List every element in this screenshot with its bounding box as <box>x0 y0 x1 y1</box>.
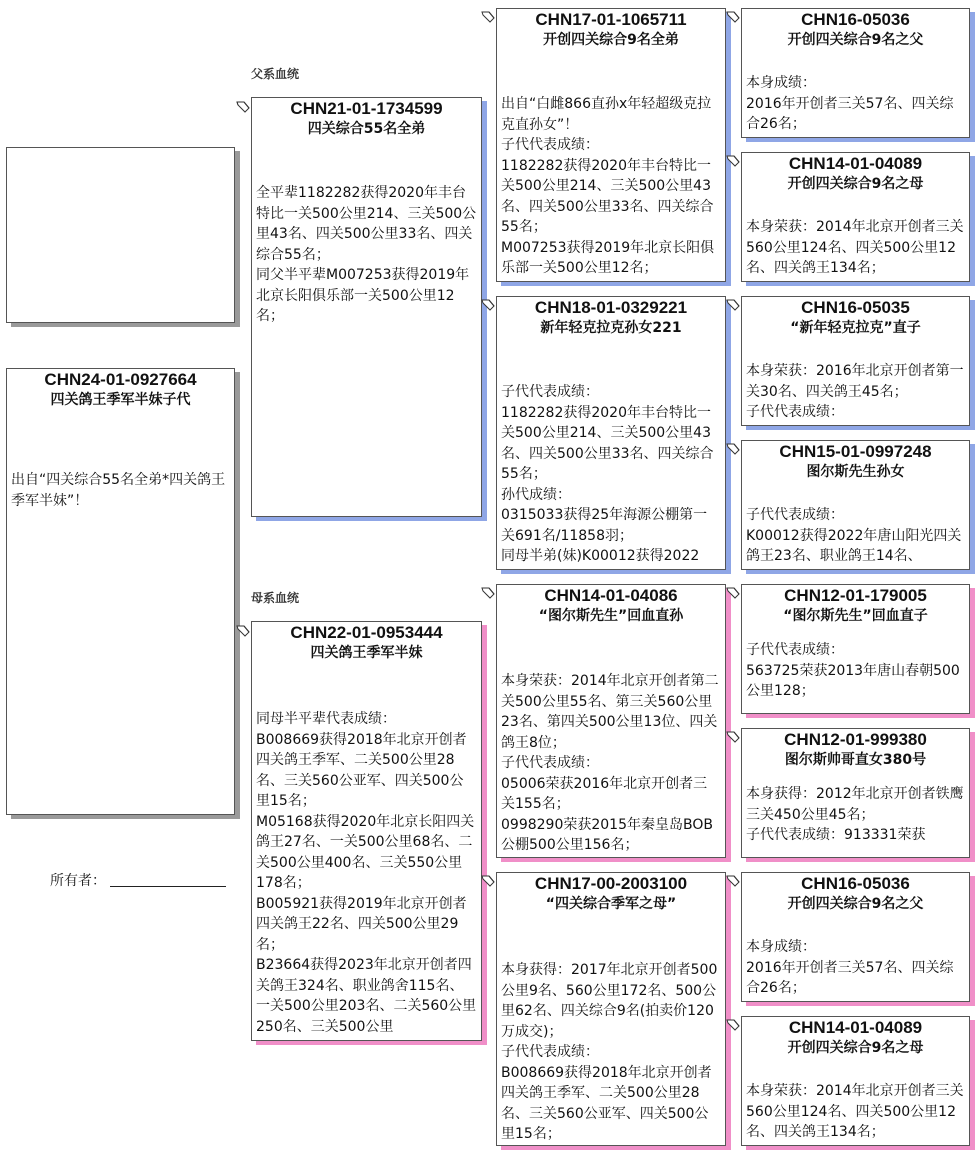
owner-label: 所有者： <box>50 873 106 889</box>
dsd-body: 本身获得：2012年北京开创者铁鹰三关450公里45名； 子代代表成绩：913331荣获 <box>746 786 964 843</box>
dam-dam-title: “四关综合季军之母” <box>545 896 677 912</box>
subject-ring: CHN24-01-0927664 <box>44 370 197 389</box>
edit-pencil-icon[interactable] <box>235 623 251 639</box>
dam-ring: CHN22-01-0953444 <box>290 623 443 642</box>
dds-card <box>741 872 970 1002</box>
owner-blank <box>110 886 226 887</box>
dam-dam-card <box>496 872 726 1146</box>
dss-card <box>741 584 970 714</box>
sdd-title: 图尔斯先生孙女 <box>806 464 905 480</box>
sss-card <box>741 8 970 138</box>
dam-title: 四关鸽王季军半妹 <box>310 645 423 661</box>
sire-ring: CHN21-01-1734599 <box>290 99 443 118</box>
edit-pencil-icon[interactable] <box>725 585 741 601</box>
sire-dam-title: 新年轻克拉克孙女221 <box>540 320 682 336</box>
sire-sire-body: 出自“白雌866直孙x年轻超级克拉克直孙女”！ 子代代表成绩： 1182282获得2020年丰台特比一关500公里214、三关500公里43名、四关500公里33名、四关综合55名； M007253获得2019年北京长阳俱乐部一关500公里12名； <box>501 96 715 276</box>
edit-pencil-icon[interactable] <box>725 729 741 745</box>
subject-title: 四关鸽王季军半妹子代 <box>50 392 191 408</box>
sdd-ring: CHN15-01-0997248 <box>779 442 932 461</box>
subject-card <box>6 368 235 815</box>
dss-ring: CHN12-01-179005 <box>784 586 927 605</box>
photo-frame <box>6 147 235 323</box>
dsd-title: 图尔斯帅哥直女380号 <box>784 752 927 768</box>
sire-dam-ring: CHN18-01-0329221 <box>534 298 688 317</box>
sds-card <box>741 296 970 426</box>
ddd-ring: CHN14-01-04089 <box>788 1018 923 1037</box>
edit-pencil-icon[interactable] <box>480 585 496 601</box>
sss-title: 开创四关综合9名之父 <box>787 32 924 48</box>
sire-dam-body: 子代代表成绩： 1182282获得2020年丰台特比一关500公里214、三关500公里43名、四关500公里33名、四关综合55名； 孙代成绩： 0315033获得25年海源公棚第一关691名/11858羽； 同母半弟(妹)K00012获得2022 <box>501 384 714 564</box>
sire-sire-card <box>496 8 726 282</box>
sire-sire-ring: CHN17-01-1065711 <box>535 10 687 29</box>
dam-dam-body: 本身获得：2017年北京开创者500公里9名、560公里172名、500公里62名、四关综合9名(拍卖价120万成交)； 子代代表成绩： B008669获得2018年北京开创者四关鸽王季军、二关500公里28名、三关560公亚军、四关500公里15名； <box>501 962 718 1142</box>
sds-ring: CHN16-05035 <box>801 298 910 317</box>
sdd-body: 子代代表成绩： K00012获得2022年唐山阳光四关鸽王23名、职业鸽王14名、 <box>746 507 962 564</box>
edit-pencil-icon[interactable] <box>235 99 251 115</box>
sire-body: 全平辈1182282获得2020年丰台特比一关500公里214、三关500公里43名、四关500公里33名、四关综合55名； 同父半平辈M007253获得2019年北京长阳俱乐部一关500公里12名； <box>256 185 477 324</box>
edit-pencil-icon[interactable] <box>480 873 496 889</box>
sss-body: 本身成绩： 2016年开创者三关57名、四关综合26名； <box>746 75 954 132</box>
dss-title: “图尔斯先生”回血直子 <box>783 608 928 624</box>
ddd-body: 本身荣获：2014年北京开创者三关560公里124名、四关500公里12名、四关鸽王134名； <box>746 1083 964 1140</box>
dds-title: 开创四关综合9名之父 <box>787 896 924 912</box>
ssd-card <box>741 152 970 282</box>
edit-pencil-icon[interactable] <box>725 297 741 313</box>
edit-pencil-icon[interactable] <box>725 873 741 889</box>
dsd-ring: CHN12-01-999380 <box>784 730 927 749</box>
dam-sire-title: “图尔斯先生”回血直孙 <box>538 608 684 624</box>
sire-sire-title: 开创四关综合9名全弟 <box>543 32 679 48</box>
dds-ring: CHN16-05036 <box>801 874 910 893</box>
subject-body: 出自“四关综合55名全弟*四关鸽王季军半妹”！ <box>11 472 226 509</box>
sire-line-label: 父系血统 <box>251 67 300 81</box>
dss-body: 子代代表成绩： 563725荣获2013年唐山春朝500公里128； <box>746 642 960 699</box>
ddd-card <box>741 1016 970 1146</box>
ssd-ring: CHN14-01-04089 <box>788 154 923 173</box>
dam-sire-ring: CHN14-01-04086 <box>544 586 678 605</box>
edit-pencil-icon[interactable] <box>725 441 741 457</box>
owner-line <box>50 870 226 890</box>
dam-body: 同母半平辈代表成绩： B008669获得2018年北京开创者四关鸽王季军、二关500公里28名、三关560公亚军、四关500公里15名； M05168获得2020年北京长阳四关鸽王27名、一关500公里68名、二关500公里400名、三关550公里178名； B005921获得2019年北京开创者四关鸽王22名、四关500公里29名； B23664获得2023年北京开创者四关鸽王324名、职业鸽舍115名、一关500公里203名、二关560公里250名、三关500公里 <box>256 711 477 1035</box>
sire-title: 四关综合55名全弟 <box>307 121 426 137</box>
edit-pencil-icon[interactable] <box>480 9 496 25</box>
sire-dam-card <box>496 296 726 570</box>
edit-pencil-icon[interactable] <box>725 153 741 169</box>
ddd-title: 开创四关综合9名之母 <box>787 1040 924 1056</box>
ssd-body: 本身荣获：2014年北京开创者三关560公里124名、四关500公里12名、四关鸽王134名； <box>746 219 964 276</box>
dds-body: 本身成绩： 2016年开创者三关57名、四关综合26名； <box>746 939 954 996</box>
ssd-title: 开创四关综合9名之母 <box>787 176 924 192</box>
sds-title: “新年轻克拉克”直子 <box>790 320 921 336</box>
dam-card <box>251 621 482 1041</box>
dsd-card <box>741 728 970 858</box>
edit-pencil-icon[interactable] <box>480 297 496 313</box>
dam-dam-ring: CHN17-00-2003100 <box>534 874 688 893</box>
dam-line-label: 母系血统 <box>251 591 300 605</box>
sds-body: 本身荣获：2016年北京开创者第一关30名、四关鸽王45名； 子代代表成绩： <box>746 363 964 420</box>
sss-ring: CHN16-05036 <box>801 10 910 29</box>
edit-pencil-icon[interactable] <box>725 9 741 25</box>
dam-sire-body: 本身荣获：2014年北京开创者第二关500公里55名、第三关560公里23名、第四关500公里13位、四关鸽王8位； 子代代表成绩： 05006荣获2016年北京开创者三关155名； 0998290荣获2015年秦皇岛BOB公棚500公里156名； <box>501 673 719 853</box>
edit-pencil-icon[interactable] <box>725 1017 741 1033</box>
sire-card <box>251 97 482 517</box>
sdd-card <box>741 440 970 570</box>
dam-sire-card <box>496 584 726 858</box>
